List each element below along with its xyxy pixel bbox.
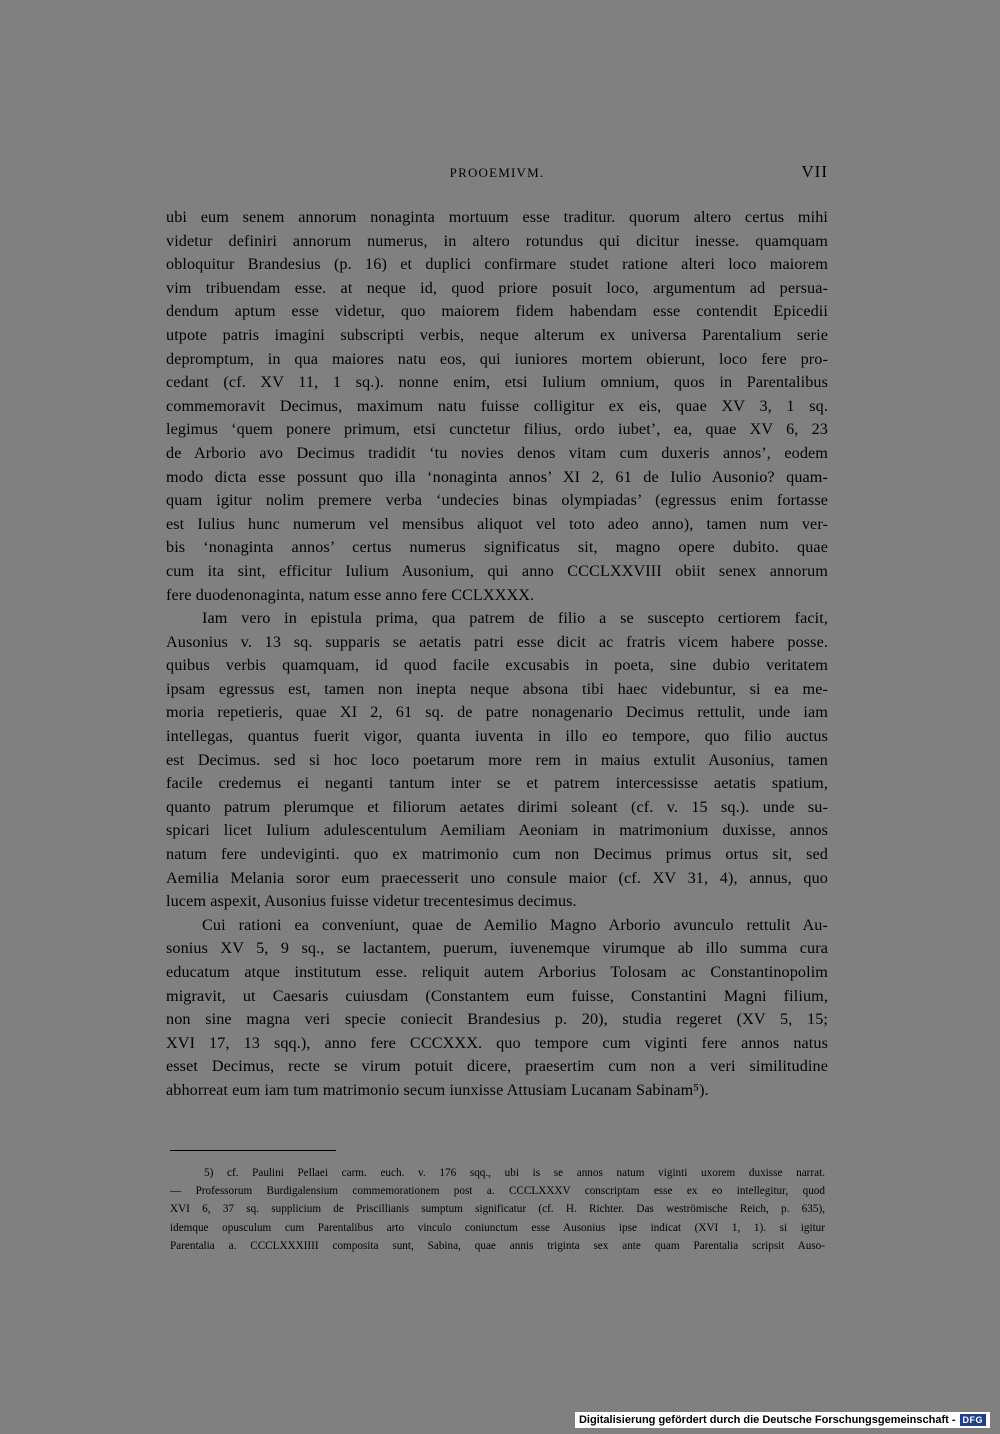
digitization-credit bbox=[575, 1412, 990, 1428]
body-line: ubi eum senem annorum nonaginta mortuum esse traditur. quorum altero certus mihi bbox=[166, 208, 828, 226]
body-line: educatum atque institutum esse. reliquit autem Arborius Tolosam ac Constantinopolim bbox=[166, 963, 828, 981]
footnote-line: idemque opusculum cum Parentalibus arto vinculo coniunctum esse Ausonius ipse indicat (XVI 1, 1). si igitur bbox=[170, 1221, 825, 1234]
credit-text: Digitalisierung gefördert durch die Deutsche Forschungsgemeinschaft - bbox=[578, 1414, 956, 1426]
footnote-line: XVI 6, 37 sq. supplicium de Priscillianis sumptum significatur (cf. H. Richter. Das weströmische Reich, p. 635), bbox=[170, 1203, 825, 1216]
body-line: facile credemus ei neganti tantum inter se et patrem intercessisse aetatis spatium, bbox=[166, 774, 828, 793]
dfg-logo-icon: DFG bbox=[960, 1414, 987, 1426]
body-line: migravit, ut Caesaris cuiusdam (Constantem eum fuisse, Constantini Magni filium, bbox=[166, 986, 828, 1005]
running-title: PROOEMIVM. bbox=[449, 165, 545, 180]
body-line: est Iulius hunc numerum vel mensibus aliquot vel toto adeo anno), tamen num ver- bbox=[166, 514, 828, 533]
body-line: de Arborio avo Decimus tradidit ‘tu novies denos vitam cum duxeris annos’, eodem bbox=[166, 443, 828, 462]
body-line: Ausonius v. 13 sq. supparis se aetatis patri esse dicit ac fratris vicem habere posse. bbox=[166, 632, 828, 651]
body-line: abhorreat eum iam tum matrimonio secum iunxisse Attusiam Lucanam Sabinam⁵). bbox=[166, 1080, 709, 1099]
body-line: ipsam egressus est, tamen non inepta neque absona tibi haec videbuntur, si ea me- bbox=[166, 679, 828, 698]
body-line: quam igitur nolim premere verba ‘undecies binas olympiadas’ (egressus enim fortasse bbox=[166, 491, 828, 510]
body-text bbox=[166, 206, 828, 1103]
body-line: Iam vero in epistula prima, qua patrem de filio a se suscepto certiorem facit, bbox=[202, 609, 828, 628]
body-line: commemoravit Decimus, maximum natu fuisse colligitur ex eis, quae XV 3, 1 sq. bbox=[166, 396, 828, 415]
page-number: VII bbox=[801, 162, 828, 181]
body-line: quibus verbis quamquam, id quod facile excusabis in poeta, sine dubio veritatem bbox=[166, 656, 828, 675]
body-line: spicari licet Iulium adulescentulum Aemiliam Aeoniam in matrimonium duxisse, annos bbox=[166, 821, 828, 840]
body-line: dendum aptum esse videtur, quo maiorem fidem habendam esse contendit Epicedii bbox=[166, 302, 828, 321]
footnote-line: 5) cf. Paulini Pellaei carm. euch. v. 176 sqq., ubi is se annos natum viginti uxorem duxisse narrat. bbox=[204, 1167, 825, 1179]
body-line: vim tribuendam esse. at neque id, quod priore posuit loco, argumentum ad persua- bbox=[166, 278, 828, 297]
body-line: esset Decimus, recte se virum potuit dicere, praesertim cum non a veri similitudine bbox=[166, 1057, 828, 1076]
body-line: Aemilia Melania soror eum praecesserit uno consule maior (cf. XV 31, 4), annus, quo bbox=[166, 868, 828, 887]
footnote-line: — Professorum Burdigalensium commemorationem post a. CCCLXXXV conscriptam esse ex eo intellegitur, quod bbox=[170, 1185, 825, 1198]
body-line: natum fere undeviginti. quo ex matrimonio cum non Decimus primus ortus sit, sed bbox=[166, 845, 828, 864]
body-line: est Decimus. sed si hoc loco poetarum more rem in maius extulit Ausonius, tamen bbox=[166, 750, 828, 769]
body-line: depromptum, in qua maiores natu eos, qui iuniores mortem obierunt, loco fere pro- bbox=[166, 349, 828, 368]
body-line: obloquitur Brandesius (p. 16) et duplici confirmare studet ratione alteri loco maiorem bbox=[166, 255, 828, 274]
body-line: intellegas, quantus fuerit vigor, quanta iuventa in illo eo tempore, quo filio auctus bbox=[166, 727, 828, 746]
body-line: bis ‘nonaginta annos’ certus numerus significatus sit, magno opere dubito. quae bbox=[166, 538, 828, 557]
body-line: utpote patris imagini subscripti verbis, neque alterum ex universa Parentalium serie bbox=[166, 325, 828, 344]
body-line: quanto patrum plerumque et filiorum aetates dirimi soleant (cf. v. 15 sq.). unde su- bbox=[166, 797, 828, 816]
body-line: lucem aspexit, Ausonius fuisse videtur trecentesimus decimus. bbox=[166, 892, 577, 911]
body-line: fere duodenonaginta, natum esse anno fere CCLXXXX. bbox=[166, 585, 535, 604]
body-line: videtur definiri annorum numerus, in altero rotundus qui dicitur inesse. quamquam bbox=[166, 231, 828, 250]
body-line: cedant (cf. XV 11, 1 sq.). nonne enim, etsi Iulium omnium, quos in Parentalibus bbox=[166, 373, 828, 392]
body-line: Cui rationi ea conveniunt, quae de Aemilio Magno Arborio avunculo rettulit Au- bbox=[202, 915, 828, 934]
body-line: moria repetieris, quae XI 2, 61 sq. de patre nonagenario Decimus rettulit, unde iam bbox=[166, 703, 828, 722]
body-line: XVI 17, 13 sqq.), anno fere CCCXXX. quo tempore cum viginti fere annos natus bbox=[166, 1033, 828, 1052]
footnote-divider bbox=[170, 1150, 336, 1151]
footnote-line: Parentalia a. CCCLXXXIIII composita sunt, Sabina, quae annis triginta sex ante quam Parentalia scripsit Auso- bbox=[170, 1239, 825, 1252]
footnotes bbox=[170, 1164, 825, 1255]
body-line: legimus ‘quem ponere primum, etsi cunctetur filius, ordo iubet’, ea, quae XV 6, 23 bbox=[166, 420, 828, 439]
body-line: non sine magna veri specie coniecit Brandesius p. 20), studia regeret (XV 5, 15; bbox=[166, 1010, 828, 1029]
running-head bbox=[166, 162, 828, 184]
body-line: sonius XV 5, 9 sq., se lactantem, puerum, iuvenemque virumque ab illo summa cura bbox=[166, 939, 828, 958]
body-line: cum ita sint, efficitur Iulium Ausonium, qui anno CCCLXXVIII obiit senex annorum bbox=[166, 561, 828, 580]
body-line: modo dicta esse possunt quo illa ‘nonaginta annos’ XI 2, 61 de Iulio Ausonio? quam- bbox=[166, 467, 828, 486]
